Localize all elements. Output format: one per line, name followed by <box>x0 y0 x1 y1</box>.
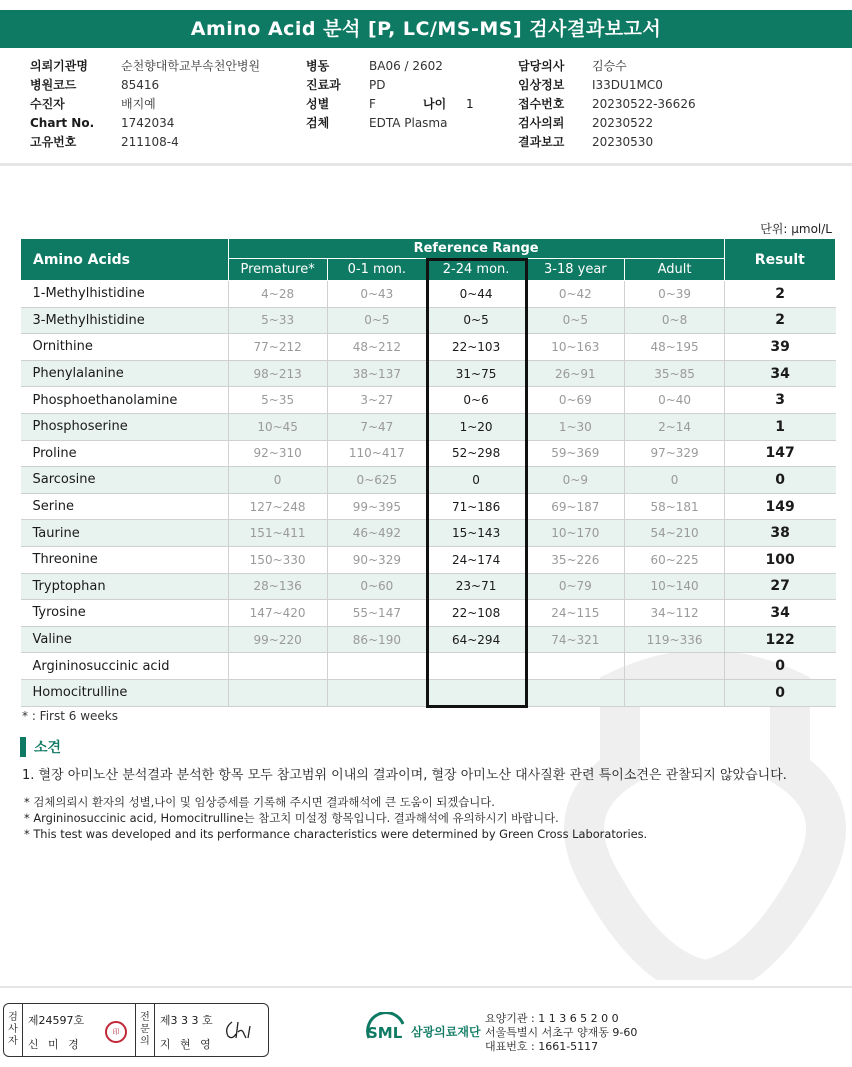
reference-range-cell <box>228 679 327 706</box>
col-reference-range: Reference Range <box>228 239 724 259</box>
reference-range-cell: 86~190 <box>327 626 426 653</box>
result-value: 2 <box>724 281 835 308</box>
reference-range-cell: 54~210 <box>625 520 724 547</box>
reference-range-cell: 60~225 <box>625 546 724 573</box>
amino-acid-name: Taurine <box>21 520 229 547</box>
result-value: 1 <box>724 413 835 440</box>
field-value: 김승수 <box>592 59 627 73</box>
reference-range-cell: 26~91 <box>526 360 625 387</box>
table-row <box>21 679 836 706</box>
reference-range-cell: 0~43 <box>327 281 426 308</box>
field-value: F <box>369 97 376 111</box>
examiner-cell <box>23 1004 136 1056</box>
lab-contact <box>485 1012 637 1054</box>
reference-range-cell: 24~115 <box>526 600 625 627</box>
reference-range-cell: 0~60 <box>327 573 426 600</box>
reference-range-cell: 35~85 <box>625 360 724 387</box>
reference-range-cell: 77~212 <box>228 334 327 361</box>
table-row <box>21 626 836 653</box>
field-label: 진료과 <box>306 78 341 92</box>
reference-range-cell: 35~226 <box>526 546 625 573</box>
result-value: 122 <box>724 626 835 653</box>
reference-range-cell: 34~112 <box>625 600 724 627</box>
field-label: 검체 <box>306 116 330 130</box>
result-value: 147 <box>724 440 835 467</box>
label-char: 검 <box>8 1012 18 1023</box>
table-row <box>21 600 836 627</box>
reference-range-cell: 69~187 <box>526 493 625 520</box>
result-value: 34 <box>724 360 835 387</box>
field-label: 고유번호 <box>30 135 77 149</box>
reference-range-cell: 97~329 <box>625 440 724 467</box>
opinion-text: 1. 혈장 아미노산 분석결과 분석한 항목 모두 참고범위 이내의 결과이며, 혈장 아미노산 대사질환 관련 특이소견은 관찰되지 않았습니다. <box>22 768 787 783</box>
table-row <box>21 467 836 494</box>
reference-range-cell: 28~136 <box>228 573 327 600</box>
col-adult: Adult <box>625 259 724 281</box>
table-body <box>21 281 836 707</box>
field-value: BA06 / 2602 <box>369 59 443 73</box>
result-value: 38 <box>724 520 835 547</box>
amino-acid-name: Argininosuccinic acid <box>21 653 229 680</box>
reference-range-cell: 0~5 <box>426 307 525 334</box>
table-row <box>21 520 836 547</box>
reference-range-cell: 7~47 <box>327 413 426 440</box>
amino-acid-name: Homocitrulline <box>21 679 229 706</box>
amino-acid-name: Serine <box>21 493 229 520</box>
reference-range-cell: 48~195 <box>625 334 724 361</box>
lab-code: 요양기관 : 1 1 3 6 5 2 0 0 <box>485 1012 619 1025</box>
reference-range-cell: 0~42 <box>526 281 625 308</box>
col-0-1-mon: 0-1 mon. <box>327 259 426 281</box>
reference-range-cell: 10~170 <box>526 520 625 547</box>
reference-range-cell: 3~27 <box>327 387 426 414</box>
col-2-24-mon: 2-24 mon. <box>426 259 525 281</box>
reference-range-cell: 99~220 <box>228 626 327 653</box>
field-label: 담당의사 <box>518 59 565 73</box>
amino-acid-name: Tyrosine <box>21 600 229 627</box>
amino-acid-name: 3-Methylhistidine <box>21 307 229 334</box>
field-value: 20230530 <box>592 135 654 149</box>
field-value: 1742034 <box>121 116 175 130</box>
label-char: 자 <box>8 1036 18 1047</box>
table-row <box>21 493 836 520</box>
table-row <box>21 307 836 334</box>
reference-range-cell: 92~310 <box>228 440 327 467</box>
reference-range-cell: 90~329 <box>327 546 426 573</box>
reference-range-cell: 0~69 <box>526 387 625 414</box>
reference-range-cell: 5~35 <box>228 387 327 414</box>
amino-acid-name: Threonine <box>21 546 229 573</box>
field-value: 20230522-36626 <box>592 97 696 111</box>
field-label: 병동 <box>306 59 330 73</box>
field-value: EDTA Plasma <box>369 116 448 130</box>
field-label: Chart No. <box>30 116 95 130</box>
reference-range-cell: 0~6 <box>426 387 525 414</box>
reference-range-cell: 0~5 <box>526 307 625 334</box>
amino-acid-name: Sarcosine <box>21 467 229 494</box>
reference-range-cell: 74~321 <box>526 626 625 653</box>
note-item: * 검체의뢰시 환자의 성별,나이 및 임상증세를 기록해 주시면 결과해석에 큰 도움이 되겠습니다. <box>24 795 495 809</box>
specialist-cell <box>155 1004 268 1056</box>
examiner-cert: 제24597호 <box>27 1014 85 1027</box>
table-row <box>21 573 836 600</box>
reference-range-cell: 98~213 <box>228 360 327 387</box>
reference-range-cell: 24~174 <box>426 546 525 573</box>
reference-range-cell: 10~140 <box>625 573 724 600</box>
reference-range-cell <box>426 679 525 706</box>
amino-acid-name: Phosphoethanolamine <box>21 387 229 414</box>
lab-address: 서울특별시 서초구 양재동 9-60 <box>485 1026 638 1039</box>
divider <box>0 986 852 988</box>
seal-icon: 印 <box>105 1021 127 1043</box>
result-value: 100 <box>724 546 835 573</box>
reference-range-cell: 10~45 <box>228 413 327 440</box>
reference-range-cell: 0~9 <box>526 467 625 494</box>
amino-acid-name: Ornithine <box>21 334 229 361</box>
reference-range-cell: 10~163 <box>526 334 625 361</box>
notes <box>24 794 647 842</box>
table-row <box>21 413 836 440</box>
result-value: 0 <box>724 653 835 680</box>
reference-range-cell: 4~28 <box>228 281 327 308</box>
field-value: 1 <box>466 97 474 111</box>
reference-range-cell: 38~137 <box>327 360 426 387</box>
signature-icon <box>222 1018 256 1042</box>
label-char: 전 <box>140 1012 150 1023</box>
reference-range-cell: 151~411 <box>228 520 327 547</box>
reference-range-cell: 59~369 <box>526 440 625 467</box>
reference-range-cell <box>426 653 525 680</box>
col-amino-acids: Amino Acids <box>21 239 229 281</box>
table-row <box>21 387 836 414</box>
table-row <box>21 653 836 680</box>
amino-acid-name: Proline <box>21 440 229 467</box>
reference-range-cell: 1~30 <box>526 413 625 440</box>
patient-info-col3 <box>518 57 742 152</box>
field-value: 순천향대학교부속천안병원 <box>121 59 261 73</box>
reference-range-cell: 5~33 <box>228 307 327 334</box>
lab-logo <box>365 1012 481 1050</box>
field-value: 211108-4 <box>121 135 179 149</box>
reference-range-cell <box>526 653 625 680</box>
field-value: I33DU1MC0 <box>592 78 663 92</box>
reference-range-cell <box>327 679 426 706</box>
field-label: 성별 <box>306 97 330 111</box>
reference-range-cell: 22~103 <box>426 334 525 361</box>
reference-range-cell: 46~492 <box>327 520 426 547</box>
label-char: 문 <box>140 1024 150 1035</box>
label-char: 의 <box>140 1036 150 1047</box>
reference-range-cell: 1~20 <box>426 413 525 440</box>
col-result: Result <box>724 239 835 281</box>
reference-range-cell: 150~330 <box>228 546 327 573</box>
reference-range-cell: 0 <box>426 467 525 494</box>
note-item: * This test was developed and its performance characteristics were determined by Green Cross Laboratories. <box>24 827 648 841</box>
footnote: * : First 6 weeks <box>22 709 118 723</box>
specialist-cert: 제3 3 3 호 <box>159 1014 213 1027</box>
result-value: 0 <box>724 467 835 494</box>
amino-acid-name: Tryptophan <box>21 573 229 600</box>
reference-range-cell: 0 <box>625 467 724 494</box>
sml-logo-icon <box>365 1012 407 1050</box>
divider <box>0 163 852 166</box>
reference-range-cell: 0 <box>228 467 327 494</box>
field-label: 수진자 <box>30 97 65 111</box>
reference-range-cell: 58~181 <box>625 493 724 520</box>
amino-acid-name: 1-Methylhistidine <box>21 281 229 308</box>
field-label: 병원코드 <box>30 78 77 92</box>
reference-range-cell: 52~298 <box>426 440 525 467</box>
reference-range-cell: 147~420 <box>228 600 327 627</box>
field-label: 나이 <box>423 97 447 111</box>
patient-info-col1 <box>30 57 291 152</box>
report-title: Amino Acid 분석 [P, LC/MS-MS] 검사결과보고서 <box>0 10 852 48</box>
label-char: 사 <box>8 1024 18 1035</box>
col-premature: Premature* <box>228 259 327 281</box>
amino-acid-name: Phosphoserine <box>21 413 229 440</box>
field-value: PD <box>369 78 386 92</box>
reference-range-cell: 0~79 <box>526 573 625 600</box>
field-value: 20230522 <box>592 116 654 130</box>
table-row <box>21 440 836 467</box>
table-row <box>21 546 836 573</box>
result-value: 2 <box>724 307 835 334</box>
field-label: 결과보고 <box>518 135 565 149</box>
signature-box <box>3 1003 269 1057</box>
reference-range-cell: 64~294 <box>426 626 525 653</box>
opinion-heading-text: 소견 <box>34 740 62 756</box>
examiner-name: 신 미 경 <box>27 1038 82 1051</box>
reference-range-cell <box>526 679 625 706</box>
field-label: 접수번호 <box>518 97 565 111</box>
result-value: 3 <box>724 387 835 414</box>
table-row <box>21 334 836 361</box>
reference-range-cell: 15~143 <box>426 520 525 547</box>
table-row <box>21 360 836 387</box>
reference-range-cell: 0~44 <box>426 281 525 308</box>
lab-name: 삼광의료재단 <box>411 1024 481 1039</box>
patient-info-col2 <box>306 57 529 133</box>
table-row <box>21 281 836 308</box>
reference-range-cell: 110~417 <box>327 440 426 467</box>
specialist-name: 지 현 영 <box>159 1038 214 1051</box>
reference-range-cell <box>228 653 327 680</box>
reference-range-cell: 0~40 <box>625 387 724 414</box>
note-item: * Argininosuccinic acid, Homocitrulline는 참고치 미설정 항목입니다. 결과해석에 유의하시기 바랍니다. <box>24 811 559 825</box>
unit-label: 단위: μmol/L <box>760 222 832 236</box>
result-value: 39 <box>724 334 835 361</box>
specialist-label <box>136 1004 155 1056</box>
amino-acid-name: Valine <box>21 626 229 653</box>
logo-text: SML <box>367 1024 403 1042</box>
reference-range-cell: 0~8 <box>625 307 724 334</box>
reference-range-cell: 48~212 <box>327 334 426 361</box>
heading-bar <box>20 737 26 757</box>
field-value: 85416 <box>121 78 160 92</box>
opinion-heading <box>20 737 61 757</box>
result-value: 149 <box>724 493 835 520</box>
result-value: 27 <box>724 573 835 600</box>
reference-range-cell: 0~5 <box>327 307 426 334</box>
reference-range-cell <box>327 653 426 680</box>
field-label: 검사의뢰 <box>518 116 565 130</box>
reference-range-cell: 127~248 <box>228 493 327 520</box>
reference-range-cell: 31~75 <box>426 360 525 387</box>
reference-range-cell: 71~186 <box>426 493 525 520</box>
field-label: 임상정보 <box>518 78 565 92</box>
reference-range-cell: 99~395 <box>327 493 426 520</box>
reference-range-cell: 2~14 <box>625 413 724 440</box>
reference-range-cell <box>625 653 724 680</box>
lab-phone: 대표번호 : 1661-5117 <box>485 1040 599 1053</box>
result-value: 0 <box>724 679 835 706</box>
col-3-18-year: 3-18 year <box>526 259 625 281</box>
reference-range-cell: 119~336 <box>625 626 724 653</box>
reference-range-cell: 22~108 <box>426 600 525 627</box>
reference-range-cell: 23~71 <box>426 573 525 600</box>
field-value: 배지예 <box>121 97 156 111</box>
examiner-label <box>4 1004 23 1056</box>
amino-acid-table <box>20 238 836 707</box>
field-label: 의뢰기관명 <box>30 59 88 73</box>
amino-acid-name: Phenylalanine <box>21 360 229 387</box>
reference-range-cell: 0~625 <box>327 467 426 494</box>
reference-range-cell: 0~39 <box>625 281 724 308</box>
reference-range-cell <box>625 679 724 706</box>
result-value: 34 <box>724 600 835 627</box>
reference-range-cell: 55~147 <box>327 600 426 627</box>
